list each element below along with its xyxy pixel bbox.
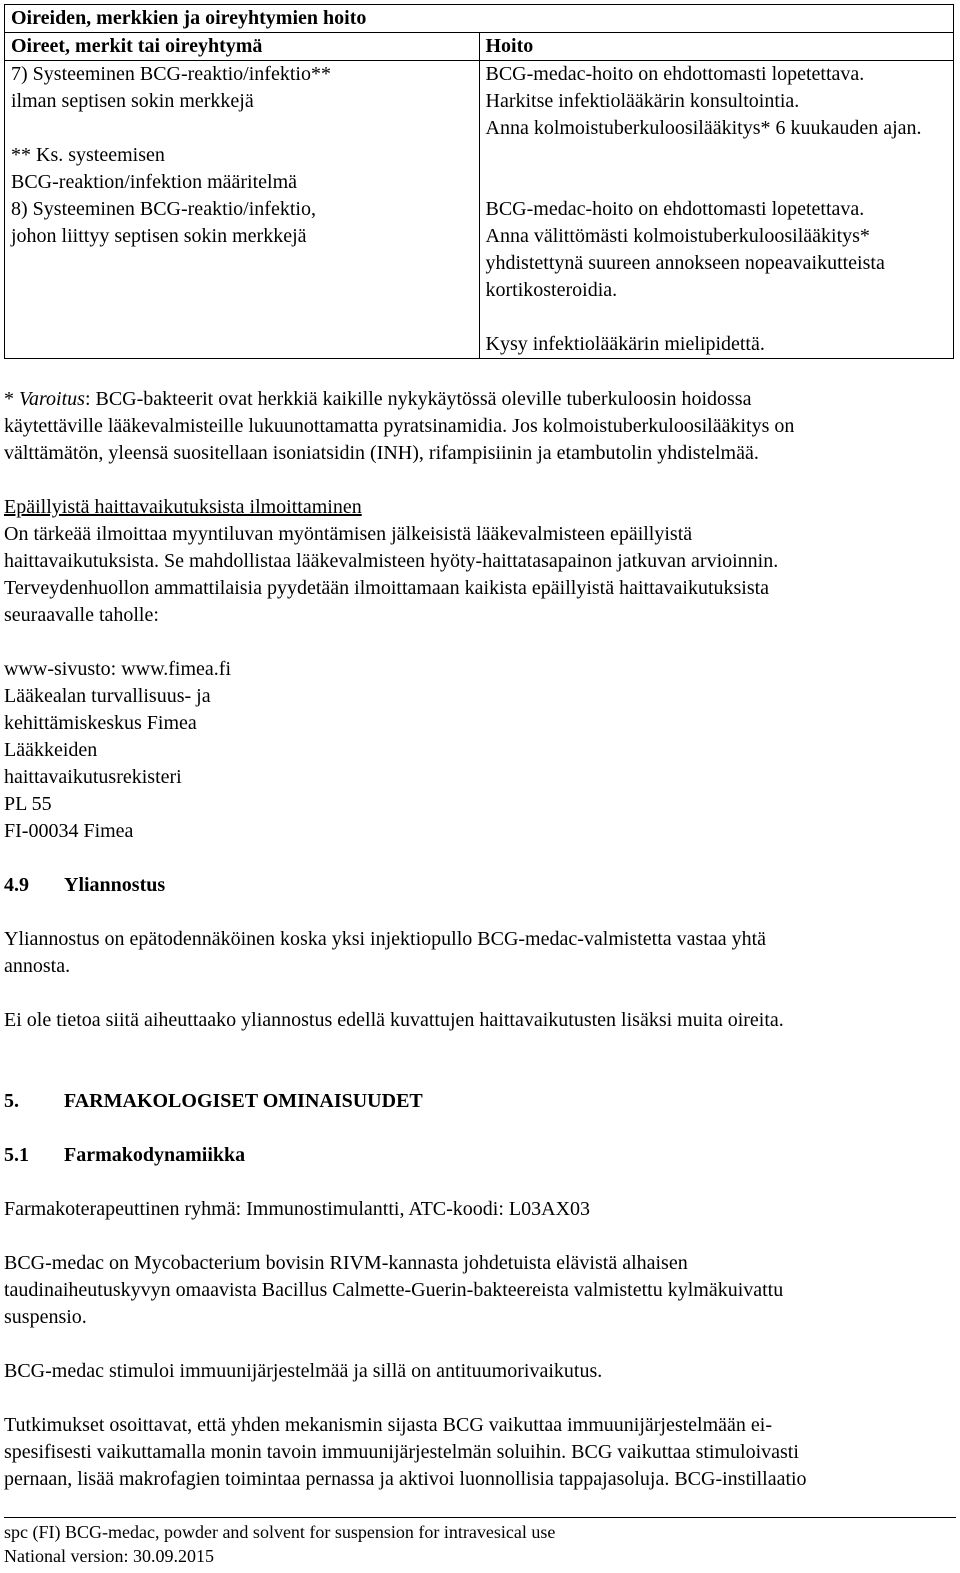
row8-treatment-line: Kysy infektiolääkärin mielipidettä. [485,333,765,355]
row7-symptom-line: ** Ks. systeemisen [11,144,165,166]
immune-paragraph: BCG-medac stimuloi immuunijärjestelmää ja sillä on antituumorivaikutus. [4,1360,603,1382]
overdose-line: annosta. [4,955,71,977]
reporting-line: Terveydenhuollon ammattilaisia pyydetään ilmoittamaan kaikista epäillyistä haittavaikutuksista [4,577,770,599]
reporting-line: seuraavalle taholle: [4,604,159,626]
row8-symptom-cell [5,196,480,359]
table-title-row [5,5,954,33]
address-line: PL 55 [4,793,52,815]
section-5-1-heading [4,1142,954,1169]
table-header-row [5,33,954,61]
row7-treatment-line: BCG-medac-hoito on ehdottomasti lopetettava. [485,63,865,85]
address-line: Lääkkeiden [4,739,98,761]
warning-asterisk: * [4,388,19,410]
reporting-line: haittavaikutuksista. Se mahdollistaa lääkevalmisteen hyöty-haittatasapainon jatkuvan arvioinnin. [4,550,779,572]
table-row [5,196,954,359]
row8-treatment-line: kortikosteroidia. [485,279,618,301]
section-number: 5.1 [4,1144,29,1166]
row8-treatment-line [486,304,954,331]
row7-treatment-line: Anna kolmoistuberkuloosilääkitys* 6 kuukauden ajan. [485,117,922,139]
row7-treatment-line: Harkitse infektiolääkärin konsultointia. [485,90,800,112]
document-page [4,4,954,1493]
address-line: kehittämiskeskus Fimea [4,712,197,734]
row8-treatment-line: Anna välittömästi kolmoistuberkuloosilääkitys* [485,225,870,247]
reporting-heading: Epäillyistä haittavaikutuksista ilmoittaminen [4,496,362,518]
header-symptoms: Oireet, merkit tai oireyhtymä [5,33,480,61]
overdose-paragraph-2: Ei ole tietoa siitä aiheuttaako yliannostus edellä kuvattujen haittavaikutusten lisäksi muita oireita. [4,1009,784,1031]
section-title: Yliannostus [64,874,166,896]
document-body [4,359,954,1493]
reporting-section [4,494,954,845]
footer-version-line: National version: 30.09.2015 [4,1546,214,1566]
header-treatment: Hoito [479,33,954,61]
reporting-line: On tärkeää ilmoittaa myyntiluvan myöntämisen jälkeisistä lääkevalmisteen epäillyistä [4,523,693,545]
table-row [5,61,954,197]
row7-treatment-cell [479,61,954,197]
overdose-line: Yliannostus on epätodennäköinen koska yksi injektiopullo BCG-medac-valmistetta vastaa yhtä [4,928,767,950]
mechanism-paragraph [4,1412,954,1493]
mechanism-line: Tutkimukset osoittavat, että yhden mekanismin sijasta BCG vaikuttaa immuunijärjestelmään ei- [4,1414,773,1436]
overdose-paragraph [4,926,954,980]
warning-paragraph [4,386,954,467]
section-number: 4.9 [4,874,29,896]
warning-line: : BCG-bakteerit ovat herkkiä kaikille nykykäytössä oleville tuberkuloosin hoidossa [84,388,752,410]
row7-symptom-line: BCG-reaktion/infektion määritelmä [11,171,298,193]
section-number: 5. [4,1090,19,1112]
warning-line: välttämätön, yleensä suositellaan isoniatsidin (INH), rifampisiinin ja etambutolin yhdistelmää. [4,442,759,464]
row8-treatment-line: BCG-medac-hoito on ehdottomasti lopetettava. [485,198,865,220]
mechanism-line: spesifisesti vaikuttamalla monin tavoin immuunijärjestelmän soluihin. BCG vaikuttaa stimuloivasti [4,1441,799,1463]
warning-line: käytettäville lääkevalmisteille lukuunottamatta pyratsinamidia. Jos kolmoistuberkuloosilääkitys on [4,415,795,437]
section-title: Farmakodynamiikka [64,1144,246,1166]
address-line: www-sivusto: www.fimea.fi [4,658,232,680]
section-5-heading [4,1088,954,1115]
row8-treatment-line: yhdistettynä suureen annokseen nopeavaikutteista [485,252,885,274]
description-line: BCG-medac on Mycobacterium bovisin RIVM-kannasta johdetuista elävistä alhaisen [4,1252,688,1274]
table-title: Oireiden, merkkien ja oireyhtymien hoito [5,5,954,33]
row8-treatment-cell [479,196,954,359]
address-line: FI-00034 Fimea [4,820,134,842]
section-title: FARMAKOLOGISET OMINAISUUDET [64,1090,423,1112]
row7-symptom-cell [5,61,480,197]
page-footer [4,1517,956,1568]
description-line: suspensio. [4,1306,87,1328]
address-line: Lääkealan turvallisuus- ja [4,685,211,707]
footer-product-line: spc (FI) BCG-medac, powder and solvent for suspension for intravesical use [4,1522,556,1542]
description-line: taudinaiheutuskyvyn omaavista Bacillus Calmette-Guerin-bakteereista valmistettu kylmäkuivattu [4,1279,784,1301]
mechanism-line: pernaan, lisää makrofagien toimintaa pernassa ja aktivoi luonnollisia tappajasoluja. BCG-instillaatio [4,1468,807,1490]
row8-symptom-line: johon liittyy septisen sokin merkkejä [11,225,307,247]
treatment-table [4,4,954,359]
row7-symptom-line: 7) Systeeminen BCG-reaktio/infektio** [11,63,331,85]
row8-symptom-line: 8) Systeeminen BCG-reaktio/infektio, [11,198,316,220]
address-line: haittavaikutusrekisteri [4,766,182,788]
row7-symptom-line: ilman septisen sokin merkkejä [11,90,254,112]
warning-label: Varoitus [19,388,85,410]
atc-paragraph: Farmakoterapeuttinen ryhmä: Immunostimulantti, ATC-koodi: L03AX03 [4,1198,591,1220]
description-paragraph [4,1250,954,1331]
row7-symptom-line [11,115,479,142]
section-4-9-heading [4,872,954,899]
